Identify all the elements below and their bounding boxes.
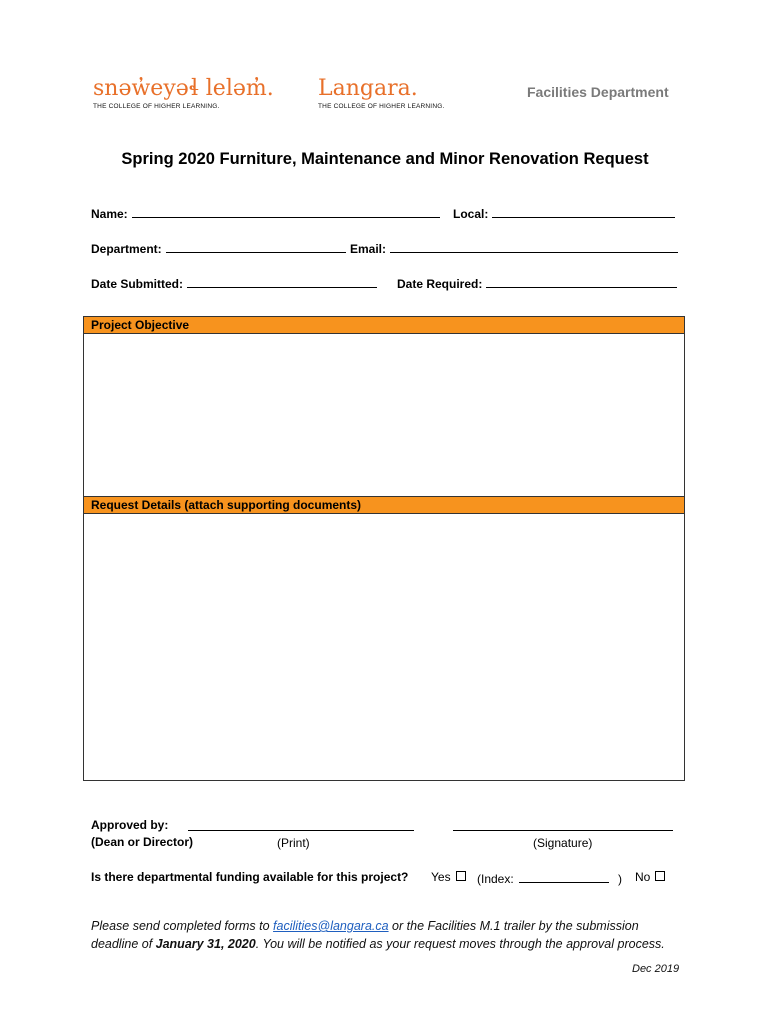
dean-director-label: (Dean or Director) <box>91 835 194 849</box>
department-input-line[interactable] <box>166 240 346 253</box>
request-details-box <box>83 496 685 781</box>
email-field[interactable] <box>350 240 678 256</box>
date-submitted-field[interactable] <box>91 275 377 291</box>
note-text-1: Please send completed forms to <box>91 919 274 933</box>
index-input-line[interactable] <box>519 870 609 883</box>
deadline-date: January 31, 2020 <box>155 937 256 951</box>
no-label: No <box>635 870 651 884</box>
department-label: Department: <box>91 242 162 256</box>
department-field[interactable] <box>91 240 346 256</box>
note-text-4: . You will be notified as your request moves through the approval process. <box>255 937 665 951</box>
email-input-line[interactable] <box>390 240 678 253</box>
signature-line[interactable] <box>453 830 673 831</box>
funding-question: Is there departmental funding available for this project? <box>91 870 409 884</box>
logo-snaweyal-text: snəw̓eyəɬ leləm̓. <box>93 76 274 101</box>
no-checkbox[interactable] <box>655 871 665 881</box>
logo-snaweyal-tagline: THE COLLEGE OF HIGHER LEARNING. <box>93 103 220 110</box>
print-name-line[interactable] <box>188 830 414 831</box>
index-close: ) <box>618 872 623 886</box>
facilities-email-link[interactable]: facilities@langara.ca <box>273 919 389 933</box>
project-objective-input[interactable] <box>84 334 684 496</box>
name-input-line[interactable] <box>132 205 440 218</box>
email-label: Email: <box>350 242 387 256</box>
local-field[interactable] <box>453 205 675 221</box>
name-label: Name: <box>91 207 128 221</box>
funding-yes-option[interactable] <box>431 870 466 884</box>
form-title: Spring 2020 Furniture, Maintenance and Minor Renovation Request <box>121 150 649 168</box>
submission-note <box>91 917 691 953</box>
date-required-field[interactable] <box>397 275 677 291</box>
note-text-2: or the Facilities M.1 trailer by the submission <box>388 919 639 933</box>
logo-langara-text: Langara. <box>318 76 418 101</box>
request-details-header: Request Details (attach supporting documents) <box>84 497 684 514</box>
name-field[interactable] <box>91 205 440 221</box>
index-field[interactable] <box>477 870 622 886</box>
local-input-line[interactable] <box>492 205 675 218</box>
index-label: (Index: <box>477 872 514 886</box>
project-objective-header: Project Objective <box>84 317 684 334</box>
date-required-input-line[interactable] <box>486 275 677 288</box>
logo-langara <box>318 76 444 110</box>
date-submitted-label: Date Submitted: <box>91 277 184 291</box>
facilities-department-label: Facilities Department <box>527 84 669 100</box>
request-details-input[interactable] <box>84 514 684 780</box>
date-required-label: Date Required: <box>397 277 483 291</box>
print-caption: (Print) <box>277 836 310 850</box>
note-text-3: deadline of <box>91 937 156 951</box>
approved-by-label: Approved by: <box>91 818 169 832</box>
yes-checkbox[interactable] <box>456 871 466 881</box>
local-label: Local: <box>453 207 489 221</box>
yes-label: Yes <box>431 870 451 884</box>
logo-langara-tagline: THE COLLEGE OF HIGHER LEARNING. <box>318 103 445 110</box>
logo-snaweyal-lelam <box>93 76 274 110</box>
project-objective-box <box>83 316 685 497</box>
signature-caption: (Signature) <box>533 836 593 850</box>
footer-date: Dec 2019 <box>632 963 680 975</box>
funding-no-option[interactable] <box>635 870 665 884</box>
date-submitted-input-line[interactable] <box>187 275 377 288</box>
